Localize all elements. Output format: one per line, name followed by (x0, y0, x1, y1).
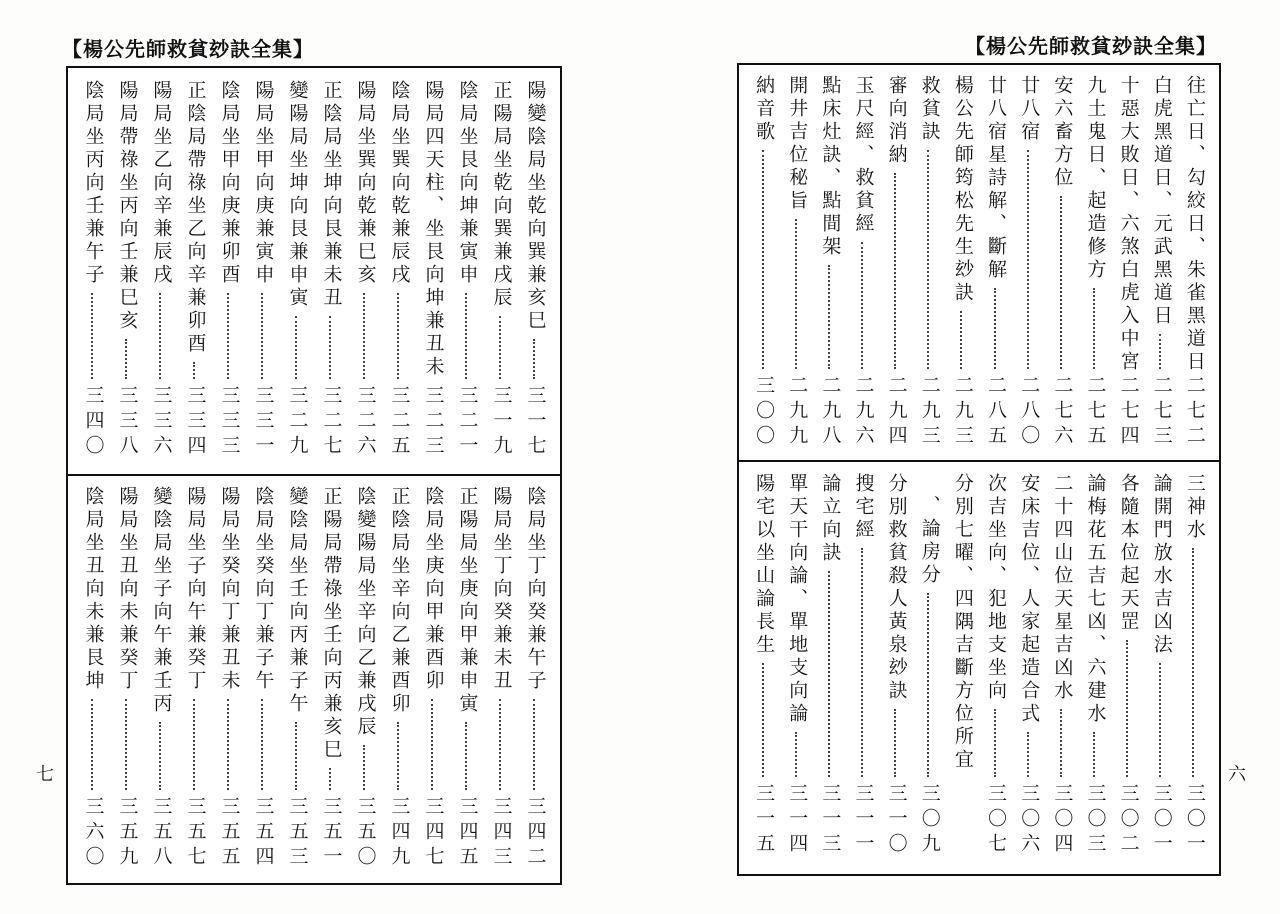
toc-entry-page: 三三一 (252, 385, 275, 460)
toc-entry (212, 80, 246, 460)
toc-entry-page: 三一五 (753, 783, 776, 858)
toc-leader-dots (861, 242, 865, 369)
toc-leader-dots (533, 699, 537, 790)
toc-entry (1045, 473, 1078, 858)
toc-entry-title: 陰局坐丑向未兼艮坤 (82, 486, 105, 693)
left-toc-bottom-panel (68, 486, 560, 871)
toc-entry-title: 論梅花五吉七凶、六建水 (1084, 473, 1107, 726)
toc-entry-page: 三三八 (116, 385, 139, 460)
toc-entry (1045, 75, 1078, 450)
toc-leader-dots (193, 362, 197, 379)
toc-leader-dots (91, 293, 95, 379)
toc-entry-page: 三四〇 (82, 385, 105, 460)
toc-leader-dots (465, 293, 469, 379)
toc-leader-dots (1027, 150, 1031, 369)
toc-leader-dots (329, 768, 333, 790)
toc-entry-page: 三〇一 (1183, 783, 1206, 858)
toc-entry (1012, 473, 1045, 858)
toc-leader-dots (762, 663, 766, 777)
toc-leader-dots (1060, 196, 1064, 369)
toc-entry-page: 三一三 (819, 783, 842, 858)
toc-leader-dots (261, 293, 265, 379)
toc-entry-page: 三三四 (184, 385, 207, 460)
toc-leader-dots (397, 293, 401, 379)
toc-leader-dots (227, 699, 231, 790)
toc-entry-page: 二九四 (885, 375, 908, 450)
toc-leader-dots (795, 219, 799, 369)
toc-leader-dots (861, 548, 865, 777)
toc-leader-dots (227, 293, 231, 379)
toc-entry-page: 三五〇 (354, 796, 377, 871)
toc-leader-dots (927, 150, 931, 369)
toc-entry-page: 三五八 (150, 796, 173, 871)
toc-leader-dots (1093, 288, 1097, 369)
toc-leader-dots (1126, 640, 1130, 777)
toc-entry-title: 安六畜方位 (1051, 75, 1074, 190)
toc-entry (348, 80, 382, 460)
toc-entry-title: 陽變陰局坐乾向巽兼亥巳 (524, 80, 547, 333)
toc-entry-title: 單天干向論、單地支向論 (786, 473, 809, 726)
toc-entry (280, 486, 314, 871)
toc-leader-dots (431, 699, 435, 790)
toc-entry-page: 三四七 (422, 796, 445, 871)
toc-leader-dots (363, 745, 367, 790)
toc-entry-page: 三三三 (218, 385, 241, 460)
toc-entry-title: 救貧訣 (918, 75, 941, 144)
toc-leader-dots (1093, 732, 1097, 777)
toc-entry (484, 486, 518, 871)
toc-entry (416, 486, 450, 871)
toc-entry-page: 二八五 (985, 375, 1008, 450)
toc-entry (780, 473, 813, 858)
toc-entry-title: 陰局坐甲向庚兼卯酉 (218, 80, 241, 287)
right-page-header: 【楊公先師救貧玅訣全集】 (965, 34, 1217, 58)
toc-entry (813, 473, 846, 858)
toc-entry-title: 陽局坐丁向癸兼未丑 (490, 486, 513, 693)
toc-entry-page: 二九八 (819, 375, 842, 450)
toc-entry-title: 變陰局坐壬向丙兼子午 (286, 486, 309, 716)
left-page-header: 【楊公先師救貧玅訣全集】 (62, 37, 314, 61)
toc-entry (110, 80, 144, 460)
toc-entry-page: 三一七 (524, 385, 547, 460)
toc-entry-title: 正陽局坐乾向巽兼戌辰 (490, 80, 513, 310)
toc-entry (212, 486, 246, 871)
toc-entry (450, 486, 484, 871)
toc-entry-title: 正陽局坐庚向甲兼申寅 (456, 486, 479, 716)
toc-entry-page: 三二三 (422, 385, 445, 460)
toc-leader-dots (828, 571, 832, 777)
toc-entry-page: 二七六 (1051, 375, 1074, 450)
toc-entry-page: 三一九 (490, 385, 513, 460)
toc-entry-page: 二九九 (786, 375, 809, 450)
toc-entry-page: 三四三 (490, 796, 513, 871)
toc-leader-dots (1060, 709, 1064, 777)
toc-entry-title: 變陰局坐子向午兼壬丙 (150, 486, 173, 716)
toc-entry-page: 三〇一 (1150, 783, 1173, 858)
toc-entry-title: 陽局坐巽向乾兼巳亥 (354, 80, 377, 287)
toc-entry-page: 三三六 (150, 385, 173, 460)
toc-leader-dots (261, 699, 265, 790)
toc-entry (382, 80, 416, 460)
toc-entry-title: 陰局坐庚向甲兼酉卯 (422, 486, 445, 693)
toc-leader-dots (795, 732, 799, 777)
toc-entry (314, 486, 348, 871)
toc-entry-title: 陰局坐艮向坤兼寅申 (456, 80, 479, 287)
toc-entry-page: 三二六 (354, 385, 377, 460)
toc-entry-title: 搜宅經 (852, 473, 875, 542)
toc-entry-title: 十惡大敗日、六煞白虎入中宮 (1117, 75, 1140, 374)
toc-entry-title: 陽局坐乙向辛兼辰戌 (150, 80, 173, 287)
toc-entry-title: 楊公先師筠松先生玅訣 (951, 75, 974, 305)
toc-entry-page: 三二五 (388, 385, 411, 460)
toc-entry-title: 變陽局坐坤向艮兼申寅 (286, 80, 309, 310)
toc-entry (1078, 473, 1111, 858)
toc-entry-title: 陰局坐丙向壬兼午子 (82, 80, 105, 287)
toc-entry-title: 陰局坐巽向乾兼辰戌 (388, 80, 411, 287)
toc-leader-dots (1159, 663, 1163, 777)
toc-entry-title: 陰局坐丁向癸兼午子 (524, 486, 547, 693)
toc-entry-page: 三二七 (320, 385, 343, 460)
toc-entry (1178, 473, 1211, 858)
toc-leader-dots (828, 265, 832, 369)
right-frame-divider (739, 460, 1219, 462)
toc-entry (846, 473, 879, 858)
toc-entry (450, 80, 484, 460)
right-toc-bottom-panel (739, 473, 1219, 858)
toc-leader-dots (894, 709, 898, 777)
toc-leader-dots (499, 316, 503, 379)
toc-entry (946, 473, 979, 858)
toc-leader-dots (295, 722, 299, 790)
toc-entry (518, 486, 552, 871)
toc-leader-dots (1192, 548, 1196, 777)
toc-entry-title: 開井吉位秘旨 (786, 75, 809, 213)
toc-entry-page: 二七二 (1183, 375, 1206, 450)
toc-entry (348, 486, 382, 871)
toc-entry (178, 80, 212, 460)
toc-entry-page: 三二一 (456, 385, 479, 460)
toc-entry-page: 三〇〇 (753, 375, 776, 450)
toc-entry (246, 486, 280, 871)
toc-entry-page: 二九六 (852, 375, 875, 450)
toc-leader-dots (329, 316, 333, 379)
toc-entry-title: 陽局坐丑向未兼癸丁 (116, 486, 139, 693)
toc-entry (76, 80, 110, 460)
left-toc-top-panel (68, 80, 560, 460)
toc-leader-dots (994, 288, 998, 369)
toc-leader-dots (465, 722, 469, 790)
toc-entry-page: 三〇三 (1084, 783, 1107, 858)
toc-entry-page: 三〇六 (1018, 783, 1041, 858)
toc-entry (813, 75, 846, 450)
toc-entry-title: 陽局帶祿坐丙向壬兼巳亥 (116, 80, 139, 333)
right-toc-top-panel (739, 75, 1219, 450)
toc-entry (1145, 473, 1178, 858)
toc-entry-page: 三五四 (252, 796, 275, 871)
toc-leader-dots (397, 722, 401, 790)
toc-entry (110, 486, 144, 871)
toc-entry-page: 三五一 (320, 796, 343, 871)
toc-entry (747, 473, 780, 858)
toc-entry (1145, 75, 1178, 450)
toc-entry-page: 二八〇 (1018, 375, 1041, 450)
toc-entry-title: 陽局坐子向午兼癸丁 (184, 486, 207, 693)
toc-entry (246, 80, 280, 460)
toc-entry (846, 75, 879, 450)
toc-entry-title: 玉尺經、救貧經 (852, 75, 875, 236)
toc-entry-page: 三一四 (786, 783, 809, 858)
toc-entry-page: 三一〇 (885, 783, 908, 858)
right-page-number: 六 (1228, 764, 1246, 785)
toc-entry (314, 80, 348, 460)
toc-leader-dots (533, 339, 537, 379)
toc-leader-dots (125, 339, 129, 379)
toc-entry-page: 三二九 (286, 385, 309, 460)
toc-entry-title: 九土鬼日、起造修方 (1084, 75, 1107, 282)
toc-entry-page: 三五九 (116, 796, 139, 871)
toc-entry-title: 陰變陽局坐辛向乙兼戌辰 (354, 486, 377, 739)
toc-entry (1112, 75, 1145, 450)
toc-leader-dots (193, 699, 197, 790)
toc-entry-page: 三六〇 (82, 796, 105, 871)
toc-entry (979, 473, 1012, 858)
toc-entry-page: 三四二 (524, 796, 547, 871)
toc-entry (880, 75, 913, 450)
toc-entry-title: 往亡日、勾絞日、朱雀黑道日 (1183, 75, 1206, 374)
toc-entry-page: 三〇四 (1051, 783, 1074, 858)
toc-entry-page: 三五五 (218, 796, 241, 871)
toc-entry-page: 三四九 (388, 796, 411, 871)
toc-leader-dots (927, 593, 931, 777)
toc-leader-dots (295, 316, 299, 379)
toc-entry (178, 486, 212, 871)
toc-entry-title: 、論房分 (918, 495, 941, 587)
right-toc-frame (737, 63, 1221, 876)
toc-entry (1078, 75, 1111, 450)
toc-leader-dots (91, 699, 95, 790)
toc-entry (76, 486, 110, 871)
toc-leader-dots (499, 699, 503, 790)
toc-entry-title: 安床吉位、人家起造合式 (1018, 473, 1041, 726)
toc-leader-dots (960, 311, 964, 369)
toc-entry (946, 75, 979, 450)
toc-entry-page: 二七三 (1150, 375, 1173, 450)
toc-entry (144, 486, 178, 871)
toc-entry-page: 二七四 (1117, 375, 1140, 450)
toc-entry-title: 正陰局坐坤向艮兼未丑 (320, 80, 343, 310)
toc-entry (979, 75, 1012, 450)
toc-entry-page: 三〇二 (1117, 783, 1140, 858)
toc-entry-page: 三五三 (286, 796, 309, 871)
toc-entry-title: 陽局坐甲向庚兼寅申 (252, 80, 275, 287)
toc-entry-title: 正陽局帶祿坐壬向丙兼亥巳 (320, 486, 343, 762)
toc-entry-title: 分別七曜、四隅吉斷方位所宜 (951, 473, 974, 772)
toc-entry (484, 80, 518, 460)
left-frame-divider (68, 474, 560, 476)
toc-entry-title: 論立向訣 (819, 473, 842, 565)
toc-entry-title: 點床灶訣、點間架 (819, 75, 842, 259)
toc-entry-title: 三神水 (1183, 473, 1206, 542)
toc-leader-dots (994, 709, 998, 777)
toc-entry-title: 陰局坐癸向丁兼子午 (252, 486, 275, 693)
toc-entry (913, 75, 946, 450)
toc-entry-title: 廿八宿星詩解、斷解 (985, 75, 1008, 282)
toc-entry-title: 次吉坐向、犯地支坐向 (985, 473, 1008, 703)
toc-leader-dots (1027, 732, 1031, 777)
left-page-number: 七 (36, 764, 54, 785)
toc-entry-title: 陽局坐癸向丁兼丑未 (218, 486, 241, 693)
toc-leader-dots (894, 173, 898, 369)
toc-entry (416, 80, 450, 460)
toc-entry-title: 白虎黑道日、元武黑道日 (1150, 75, 1173, 328)
toc-entry-title: 陽局四天柱、坐艮向坤兼丑未 (422, 80, 445, 379)
toc-leader-dots (159, 293, 163, 379)
toc-leader-dots (762, 150, 766, 369)
toc-entry-title: 審向消納 (885, 75, 908, 167)
toc-entry-page: 二九三 (918, 375, 941, 450)
toc-leader-dots (125, 699, 129, 790)
toc-entry (382, 486, 416, 871)
toc-entry (1178, 75, 1211, 450)
toc-entry (144, 80, 178, 460)
toc-leader-dots (1159, 334, 1163, 369)
toc-entry (880, 473, 913, 858)
toc-entry-page: 三五七 (184, 796, 207, 871)
toc-entry-title: 分別救貧殺人黃泉玅訣 (885, 473, 908, 703)
toc-leader-dots (159, 722, 163, 790)
toc-entry-page: 二九三 (951, 375, 974, 450)
toc-leader-dots (363, 293, 367, 379)
toc-entry-title: 二十四山位天星吉凶水 (1051, 473, 1074, 703)
toc-entry-title: 正陰局坐辛向乙兼酉卯 (388, 486, 411, 716)
toc-entry (518, 80, 552, 460)
toc-entry (780, 75, 813, 450)
toc-entry (913, 473, 946, 858)
toc-entry-title: 陽宅以坐山論長生 (753, 473, 776, 657)
left-toc-frame (66, 66, 562, 885)
toc-entry (1012, 75, 1045, 450)
toc-entry-page: 三〇七 (985, 783, 1008, 858)
toc-entry-title: 論開門放水吉凶法 (1150, 473, 1173, 657)
toc-entry-page: 三〇九 (918, 783, 941, 858)
toc-entry-page: 三一一 (852, 783, 875, 858)
toc-entry-title: 各隨本位起天罡 (1117, 473, 1140, 634)
toc-entry-page: 三四五 (456, 796, 479, 871)
toc-entry-title: 正陰局帶祿坐乙向辛兼卯酉 (184, 80, 207, 356)
toc-entry-title: 廿八宿 (1018, 75, 1041, 144)
toc-entry (280, 80, 314, 460)
toc-entry-page: 二七五 (1084, 375, 1107, 450)
toc-entry (747, 75, 780, 450)
toc-entry (1112, 473, 1145, 858)
toc-entry-title: 納音歌 (753, 75, 776, 144)
